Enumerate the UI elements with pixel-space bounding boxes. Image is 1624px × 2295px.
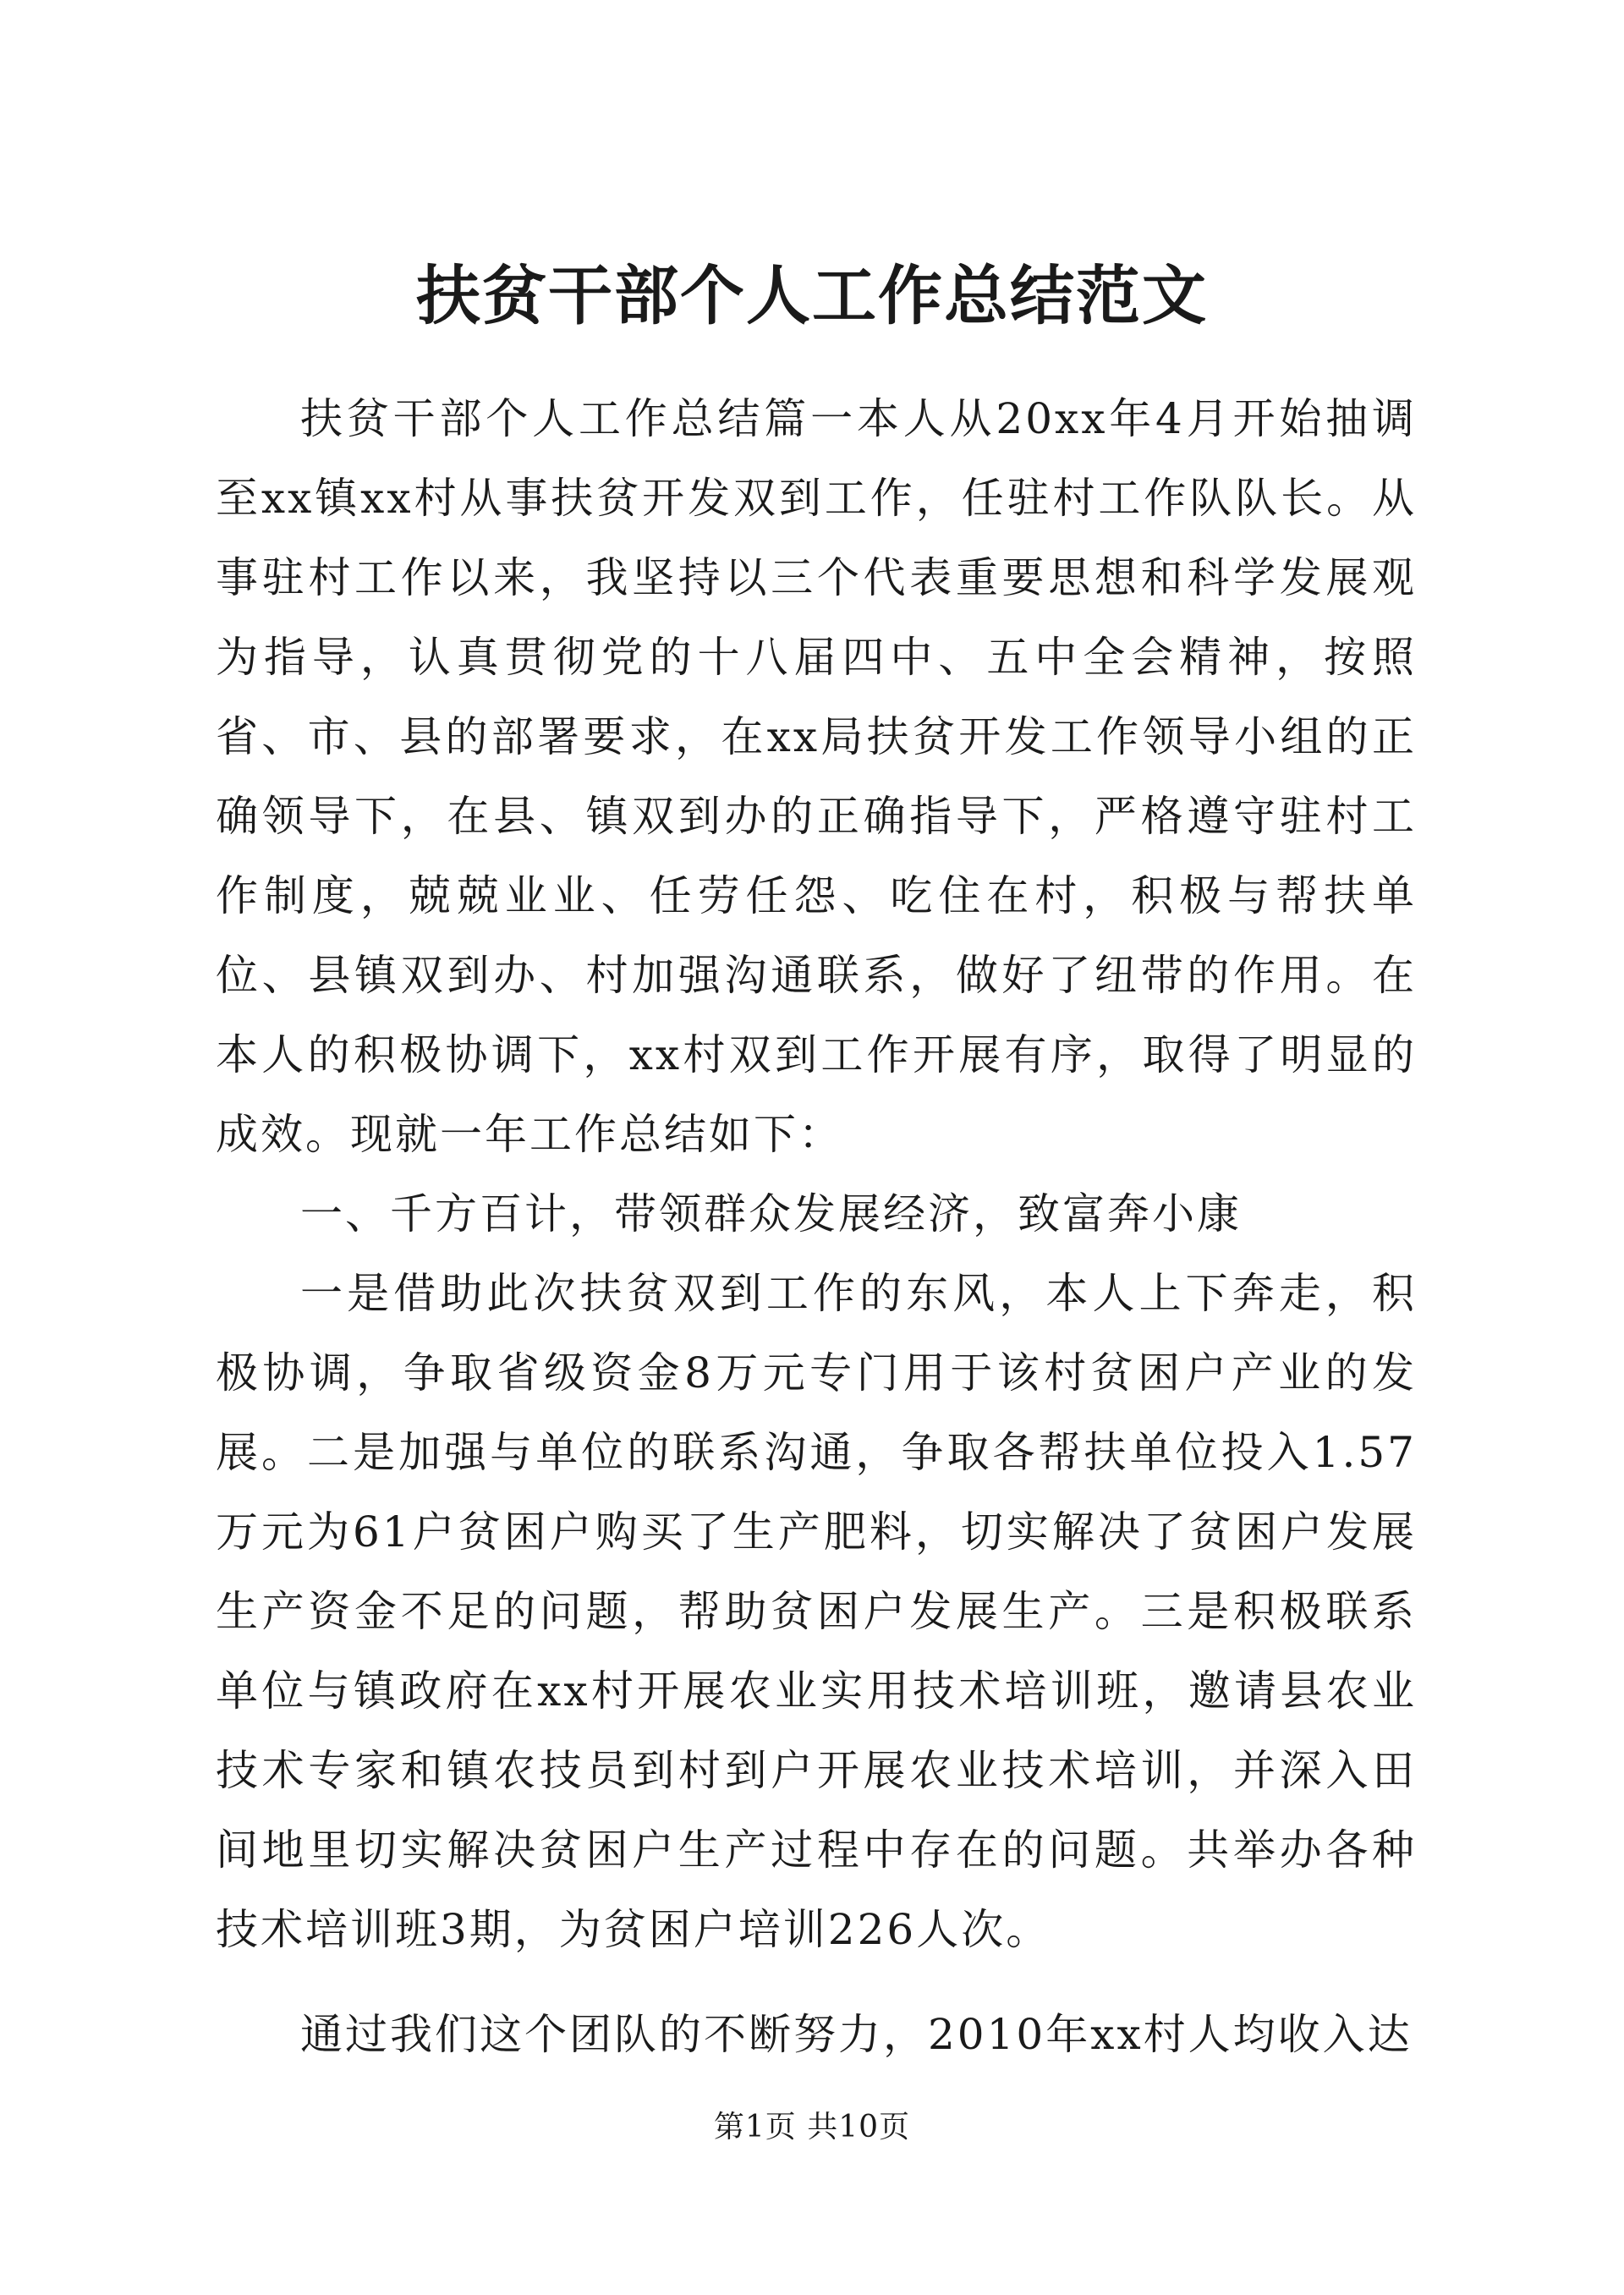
paragraph-section-1: 一是借助此次扶贫双到工作的东风，本人上下奔走，积极协调，争取省级资金8万元专门用于该村贫困户产业的发展。二是加强与单位的联系沟通，争取各帮扶单位投入1.57万元为61户贫困户购买了生产肥料，切实解决了贫困户发展生产资金不足的问题，帮助贫困户发展生产。三是积极联系单位与镇政府在xx村开展农业实用技术培训班，邀请县农业技术专家和镇农技员到村到户开展农业技术培训，并深入田间地里切实解决贫困户生产过程中存在的问题。共举办各种技术培训班3期，为贫困户培训226人次。 [216,1269,1417,1954]
document-body [216,379,1417,2074]
paragraph-intro: 扶贫干部个人工作总结篇一本人从20xx年4月开始抽调至xx镇xx村从事扶贫开发双到工作，任驻村工作队队长。从事驻村工作以来，我坚持以三个代表重要思想和科学发展观为指导，认真贯彻党的十八届四中、五中全会精神，按照省、市、县的部署要求，在xx局扶贫开发工作领导小组的正确领导下，在县、镇双到办的正确指导下，严格遵守驻村工作制度，兢兢业业、任劳任怨、吃住在村，积极与帮扶单位、县镇双到办、村加强沟通联系，做好了纽带的作用。在本人的积极协调下，xx村双到工作开展有序，取得了明显的成效。现就一年工作总结如下： [216,394,1417,1159]
section-heading-1: 一、千方百计，带领群众发展经济，致富奔小康 [300,1189,1242,1238]
document-title: 扶贫干部个人工作总结范文 [416,258,1208,333]
paragraph-results: 通过我们这个团队的不断努力，2010年xx村人均收入达 [300,2010,1413,2059]
page-number-footer: 第1页 共10页 [713,2110,911,2144]
